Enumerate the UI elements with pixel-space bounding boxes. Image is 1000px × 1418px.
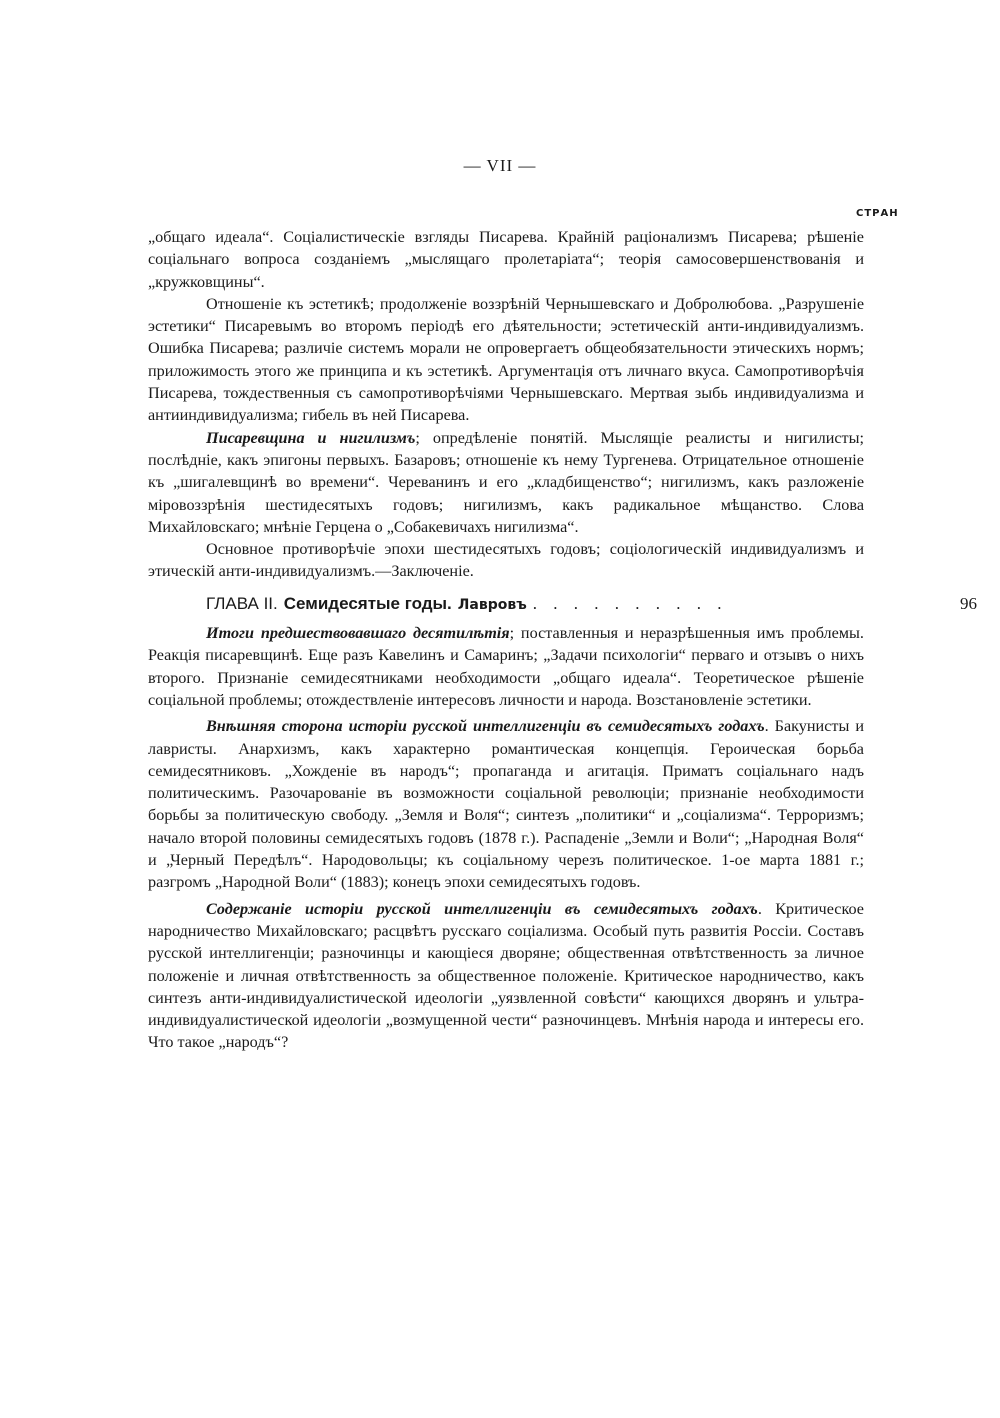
chapter-page-number: 96 xyxy=(960,593,977,613)
leader-dots: . . . . . . . . . . xyxy=(532,593,728,613)
paragraph-lead: Писаревщина и нигилизмъ xyxy=(206,428,416,447)
paragraph: Отношеніе къ эстетикѣ; продолженіе воззрѣній Чернышевскаго и Добролюбова. „Разрушеніе эстетики“ Писаревымъ во второмъ періодѣ его дѣятельности; эстетическій анти-индивидуализмъ. Ошибка Писарева; различіе системъ морали не опровергаетъ общеобязательности этическихъ нормъ; приложимость этого же принципа и къ эстетикѣ. Аргументація отъ личнаго вкуса. Самопротиворѣчія Писарева, тождественныя съ самопротиворѣчіями Чернышевскаго. Мертвая зыбь индивидуализма и антииндивидуализма; гибель въ ней Писарева. xyxy=(148,294,864,425)
page-number: — VII — xyxy=(463,156,537,175)
paragraph: Итоги предшествовавшаго десятилѣтія; поставленныя и неразрѣшенныя имъ проблемы. Реакція писаревщинѣ. Еще разъ Кавелинъ и Самаринъ; „Задачи психологіи“ перваго и отзывъ о нихъ второго. Признаніе семидесятниками необходимости „общаго идеала“. Теоретическое рѣшеніе соціальной проблемы; отождествленіе интересовъ личности и народа. Возстановленіе эстетики. xyxy=(148,624,864,709)
paragraph: Внѣшняя сторона исторіи русской интеллигенціи въ семидесятыхъ годахъ. Бакунисты и лавристы. Анархизмъ, какъ характерно романтическая концепція. Героическая борьба семидесятниковъ. „Хожденіе въ народъ“; пропаганда и агитація. Приматъ соціальнаго надъ политическимъ. Разочарованіе въ возможности соціальной революціи; признаніе необходимости борьбы за политическую свободу. „Земля и Воля“; синтезъ „политики“ и „соціализма“. Терроризмъ; начало второй половины семидесятыхъ годовъ (1878 г.). Распаденіе „Земли и Воли“; „Народная Воля“ и „Черный Передѣлъ“. Народовольцы; къ соціальному черезъ политическое. 1-ое марта 1881 г.; разгромъ „Народной Воли“ (1883); конецъ эпохи семидесятыхъ годовъ. xyxy=(148,717,864,892)
paragraph-lead: Содержаніе исторіи русской интеллигенціи въ семидесятыхъ годахъ xyxy=(206,899,758,918)
chapter-number: ГЛАВА II. xyxy=(206,593,278,613)
chapter-title: Семидесятые годы. xyxy=(283,593,452,613)
paragraph-lead: Внѣшняя сторона исторіи русской интеллигенціи въ семидесятыхъ годахъ xyxy=(206,717,765,736)
paragraph: Содержаніе исторіи русской интеллигенціи въ семидесятыхъ годахъ. Критическое народничество Михайловскаго; расцвѣтъ русскаго соціализма. Особый путь развитія Россіи. Составъ русской интеллигенціи; разночинцы и кающіеся дворяне; общественная отвѣтственность за личное положеніе и личная отвѣтственность за общественное положеніе. Критическое народничество, какъ синтезъ анти-индивидуалистической идеологіи „уязвленной совѣсти“ кающихся дворянъ и ультра-индивидуалистической идеологіи „возмущенной чести“ разночинцевъ. Мнѣнія народа и интересы его. Что такое „народъ“? xyxy=(148,899,864,1052)
paragraph: Писаревщина и нигилизмъ; опредѣленіе понятій. Мыслящіе реалисты и нигилисты; послѣдніе, какъ эпигоны первыхъ. Базаровъ; отношеніе къ нему Тургенева. Отрицательное отношеніе къ „шигалевщинѣ во времени“. Череванинъ и его „кладбищенство“; нигилизмъ, какъ разложеніе міровоззрѣнія шестидесятыхъ годовъ; нигилизмъ, какъ радикальное мѣщанство. Слова Михайловскаго; мнѣніе Герцена о „Собакевичахъ нигилизма“. xyxy=(148,428,864,536)
chapter-heading xyxy=(206,593,977,616)
page-content xyxy=(148,226,977,1054)
chapter-author: Лавровъ xyxy=(457,596,527,613)
column-label: СТРАН xyxy=(856,208,899,219)
paragraph-lead: Итоги предшествовавшаго десятилѣтія xyxy=(206,624,510,643)
paragraph: „общаго идеала“. Соціалистическіе взгляды Писарева. Крайній раціонализмъ Писарева; рѣшеніе соціальнаго вопроса созданіемъ „мыслящаго пролетаріата“; теорія самосовершенствованія и „кружковщины“. xyxy=(148,228,864,291)
paragraph: Основное противорѣчіе эпохи шестидесятыхъ годовъ; соціологическій индивидуализмъ и этическій анти-индивидуализмъ.—Заключеніе. xyxy=(148,540,864,581)
